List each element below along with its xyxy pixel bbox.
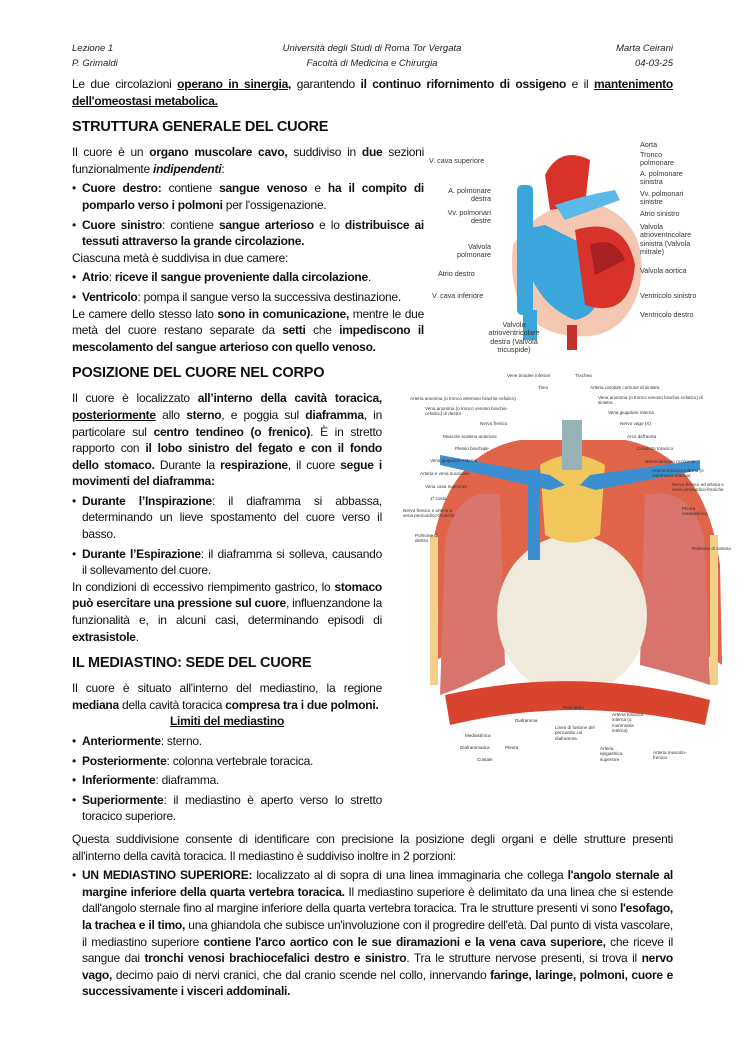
label-epigastrica: Arteria epigastrica superiore	[600, 746, 623, 762]
text-run: riceve il sangue proveniente dalla circolazione	[114, 270, 368, 285]
label-linea-fusione: Linea di fusione del pericardio col diaframma	[555, 725, 595, 741]
text-run: .	[135, 629, 139, 644]
label-polmone-destro: Polmone di destra	[415, 533, 438, 544]
label-nervo-vago: Nervo vago (X)	[620, 421, 651, 426]
text-run: e lo	[313, 217, 345, 232]
section-posizione	[72, 363, 382, 645]
text-run: stomaco può esercitare una pressione sul cuore	[72, 579, 382, 611]
text-run: sezioni funzionalmente	[72, 145, 425, 176]
heart-diagram	[425, 135, 744, 370]
section-mediastino-porzioni	[72, 831, 673, 1000]
label-v-cava-inferiore: V. cava inferiore	[432, 291, 484, 300]
text-run: : pompa il sangue verso la successiva destinazione.	[137, 289, 401, 304]
text-run: garantendo	[291, 77, 361, 91]
text-run: STRUTTURA GENERALE DEL CUORE	[72, 119, 329, 136]
label-plesso-brachiale: Plesso brachiale	[455, 446, 489, 451]
section-heading	[72, 363, 382, 383]
bullet-item	[72, 792, 382, 825]
text-run: decimo paio di nervi cranici, che dal cranio scende nel collo, innervando	[112, 967, 491, 982]
text-run: mediana	[72, 697, 119, 712]
faculty-name: Facoltà di Medicina e Chirurgia	[306, 58, 438, 69]
text-run: contiene	[161, 181, 220, 196]
label-vena-giugulare-interna: Vena giugulare interna	[608, 410, 654, 415]
professor-name: P. Grimaldi	[72, 58, 118, 69]
text-run: Durante l’Inspirazione	[82, 493, 212, 508]
label-mediastinica: Mediastinica	[465, 733, 491, 738]
text-run: : contiene	[162, 217, 219, 232]
text-run: distribuisce ai tessuti attraverso la grande circolazione.	[82, 217, 425, 249]
bullet-item	[72, 546, 382, 579]
bullet-item	[72, 867, 673, 1000]
paragraph	[72, 144, 424, 177]
text-run: l'angolo sternale al margine inferiore della quarta vertebra toracica.	[82, 868, 674, 899]
text-run: Ciascuna metà è suddivisa in due camere:	[72, 250, 289, 265]
label-vena-cava-superiore: Vena cava superiore	[425, 484, 467, 489]
text-run: Durante la	[154, 457, 221, 472]
text-run: una ghiandola che subisce un'involuzione con il progredire dell'età. Dal punto di vista vascolare, il mediastino superiore	[82, 917, 673, 949]
label-toracica-interna-bottom: Arteria toracica interna (o mammaria interna)	[612, 712, 643, 734]
text-run: Le due circolazioni	[72, 77, 178, 91]
text-run: della cavità toracica	[118, 697, 226, 712]
thorax-drawing	[400, 365, 744, 780]
label-nervo-frenico: Nervo frenico	[480, 421, 508, 426]
label-succlavie: Arteria e vena succlavie	[420, 471, 469, 476]
text-run: Il cuore è localizzato	[72, 391, 198, 406]
text-run: :	[221, 161, 225, 176]
bullet-item	[72, 217, 424, 250]
text-run: : colonna vertebrale toracica.	[166, 753, 314, 768]
text-run: Questa suddivisione consente di identificare con precisione la posizione degli organi e delle strutture presenti all'interno della cavità toracica. Il mediastino è suddiviso inoltre in 2 porzioni:	[72, 831, 673, 863]
text-run: faringe, laringe, polmoni, cuore e successivamente i visceri addominali.	[82, 967, 674, 999]
text-run: sono in comunicazione,	[217, 306, 350, 321]
text-run: e	[307, 181, 328, 196]
text-run: due	[361, 145, 383, 160]
label-frenico-sinistra: Nervo frenico e arteria e vena pericardico-freniche	[403, 508, 455, 519]
text-run: Il mediastino superiore è delimitato da una linea che si estende dall'angolo sternale fino al margine inferiore della quarta vertebra toracica. Tra le strutture presenti vi sono	[82, 884, 674, 916]
label-a-polmonare-destra: A. polmonare destra	[448, 186, 491, 204]
label-prima-costa: 1ª costa	[430, 496, 447, 501]
text-run: nervo vago,	[82, 951, 673, 982]
label-vv-polmonari-sinistre: Vv. polmonari sinistre	[640, 189, 684, 207]
text-run: il continuo rifornimento di ossigeno	[360, 77, 567, 91]
label-timo: Timo	[538, 385, 549, 390]
text-run: : il mediastino è aperto verso lo stretto toracico superiore.	[82, 792, 382, 824]
label-muscolo-frenica: Arteria muscolo-frenica	[653, 750, 687, 761]
text-run: operano in sinergia,	[177, 77, 292, 91]
text-run: Posteriormente	[82, 753, 167, 768]
thorax-mediastinum-illustration	[400, 365, 744, 780]
text-run: tronchi venosi brachiocefalici destro e sinistro	[144, 951, 407, 966]
paragraph	[72, 579, 382, 645]
text-run: organo muscolare cavo,	[149, 145, 288, 160]
text-run: Durante l’Espirazione	[82, 546, 201, 561]
label-arteria-anonima: Arteria anonima (o tronco arterioso brachio-cefalico)	[410, 396, 516, 401]
paragraph	[72, 390, 382, 490]
label-valvola-polmonare: Valvola polmonare	[457, 242, 491, 260]
label-aorta: Aorta	[640, 140, 658, 149]
label-carotide: Arteria carotide comune di sinistra	[590, 385, 660, 390]
bullet-item	[72, 269, 424, 286]
text-run: sangue arterioso	[218, 217, 314, 232]
paragraph	[72, 76, 673, 109]
text-run: IL MEDIASTINO: SEDE DEL CUORE	[72, 655, 312, 672]
text-run: ha il compito di pomparlo verso i polmoni	[82, 181, 424, 212]
text-run: segue i movimenti del diaframma:	[72, 457, 382, 489]
text-run: indipendenti	[152, 161, 222, 176]
label-valvola-mitrale: Valvola atrioventricolare sinistra (Valvola mitrale)	[640, 222, 692, 257]
text-run: il lobo sinistro del fegato e con il fondo dello stomaco.	[72, 441, 382, 472]
text-run: mentre le due metà del cuore restano separate da	[72, 306, 424, 338]
header-left	[72, 41, 118, 71]
text-run: .	[367, 270, 372, 285]
text-run: diaframma	[305, 407, 364, 422]
text-run: . È in stretto rapporto con	[72, 424, 382, 456]
label-tronco-polmonare: Tronco polmonare	[640, 150, 674, 168]
header-right	[616, 41, 673, 71]
label-trachea: Trachea	[575, 373, 592, 378]
label-v-cava-superiore: V. cava superiore	[429, 156, 485, 165]
text-run: Inferiormente	[82, 773, 156, 788]
subheading	[72, 713, 382, 730]
text-run: Atrio	[82, 270, 109, 285]
text-run: allo	[155, 407, 187, 422]
text-run: . Tra le strutture nervose presenti, si trova il	[406, 951, 642, 966]
text-run: Il cuore è un	[72, 145, 150, 160]
text-run: UN MEDIASTINO SUPERIORE:	[82, 868, 253, 883]
text-run: impediscono il mescolamento del sangue arterioso con quello venoso.	[72, 323, 424, 354]
paragraph	[72, 680, 382, 713]
label-vene-tiroidee: Vene tiroidee inferiori	[507, 373, 551, 378]
label-vv-polmonari-destre: Vv. polmonari destre	[447, 208, 491, 226]
text-run: posteriormente	[72, 407, 156, 422]
header-center	[222, 41, 522, 71]
text-run: centro tendineo (o frenico)	[153, 424, 311, 439]
text-run: per l'ossigenazione.	[222, 197, 327, 212]
text-run: mantenimento dell'omeostasi metabolica.	[72, 77, 673, 108]
text-run: Le camere dello stesso lato	[72, 306, 218, 321]
bullet-item	[72, 733, 382, 750]
text-run: Il cuore è situato all'interno del mediastino, la regione	[72, 681, 382, 696]
label-costale: Costale	[477, 757, 493, 762]
text-run: che	[305, 323, 340, 338]
label-vena-anonima-destra: Vena anonima (o tronco venoso brachio-cefalico) di destra	[425, 406, 508, 417]
text-run: sterno	[186, 407, 222, 422]
text-run: setti	[282, 323, 306, 338]
label-atrio-destro: Atrio destro	[438, 269, 475, 278]
text-run: POSIZIONE DEL CUORE NEL CORPO	[72, 365, 325, 382]
paragraph	[72, 250, 424, 267]
label-diaframmatica: Diaframmatica	[460, 745, 490, 750]
label-a-polmonare-sinistra: A. polmonare sinistra	[640, 169, 683, 187]
text-run: compresa tra i due polmoni.	[225, 697, 379, 712]
text-run: Anteriormente	[82, 734, 161, 748]
text-run: : il diaframma si solleva, causando il sollevamento del cuore.	[82, 546, 382, 578]
label-polmone-sinistro: Polmone di sinistra	[692, 546, 731, 551]
label-valvola-aortica: Valvola aortica	[640, 266, 687, 275]
lesson-label: Lezione 1	[72, 43, 114, 54]
text-run: : diaframma.	[155, 773, 220, 788]
text-run: In condizioni di eccessivo riempimento gastrico, lo	[72, 579, 335, 594]
text-run: Ventricolo	[82, 289, 138, 304]
bullet-item	[72, 753, 382, 770]
label-frenico-destra: Nervo frenico ed arteria e vena pericardico-freniche	[672, 482, 724, 493]
text-run: , in particolare sul	[72, 407, 382, 439]
bullet-item	[72, 772, 382, 789]
label-condotto-toracico: Condotto toracico	[637, 446, 674, 451]
text-run: extrasistole	[72, 629, 136, 644]
text-run: localizzato al di sopra di una linea immaginaria che collega	[252, 868, 568, 883]
bullet-item	[72, 493, 382, 543]
label-toracica-interna: Arteria toracica interna (o mammaria interna)	[652, 468, 704, 479]
label-pericardio: Pericardio	[563, 705, 584, 710]
text-run: respirazione	[220, 457, 288, 472]
intro-block	[72, 76, 673, 109]
text-run: : il diaframma si abbassa, determinando un lieve spostamento del cuore verso il basso.	[82, 493, 383, 542]
date: 04-03-25	[634, 58, 673, 69]
label-valvola-tricuspide: Valvola atrioventricolare destra (Valvola tricuspide)	[488, 320, 540, 355]
label-giugulare-esterna: Vena giugulare esterna	[430, 458, 478, 463]
text-run: Cuore sinistro	[82, 217, 163, 232]
text-run: , il cuore	[287, 457, 341, 472]
section-heading	[72, 117, 424, 137]
paragraph	[72, 831, 673, 864]
text-run: :	[108, 270, 115, 285]
label-ventricolo-sinistro: Ventricolo sinistro	[640, 291, 697, 300]
text-run: , e poggia sul	[221, 407, 306, 422]
text-run: : sterno.	[160, 734, 202, 748]
text-run: che riceve il sangue dai	[82, 934, 673, 966]
section-mediastino	[72, 653, 382, 825]
text-run: l'esofago, la trachea e il timo,	[82, 901, 673, 932]
label-arco-aorta: Arco dell'aorta	[627, 434, 657, 439]
bullet-item	[72, 289, 424, 306]
section-struttura	[72, 117, 424, 355]
label-ventricolo-destro: Ventricolo destro	[640, 310, 694, 319]
label-laringeo-ricorrente: Nervo laringeo ricorrente	[645, 459, 696, 464]
paragraph	[72, 306, 424, 356]
text-run: e il	[566, 77, 594, 91]
text-run: all’interno della cavità toracica,	[197, 391, 382, 406]
text-run: Limiti del mediastino	[169, 714, 285, 729]
bullet-item	[72, 180, 424, 213]
label-diaframma: Diaframma	[515, 718, 538, 723]
label-pleura-mediastinica: Pleura mediastinica	[682, 506, 708, 517]
label-vena-anonima-sinistra: Vena anonima (o tronco venoso brachio-cefalico) di sinistra	[598, 395, 703, 406]
label-pleura: Pleura	[505, 745, 519, 750]
text-run: suddiviso in	[287, 145, 362, 160]
label-atrio-sinistro: Atrio sinistro	[640, 209, 680, 218]
author-name: Marta Ceirani	[615, 43, 673, 54]
text-run: sangue venoso	[219, 181, 308, 196]
text-run: , influenzandone la funzionalità e, in alcuni casi, determinando episodi di	[72, 596, 382, 628]
university-name: Università degli Studi di Roma Tor Vergata	[282, 43, 462, 54]
text-run: Superiormente	[82, 792, 164, 807]
label-scaleno: Muscolo scaleno anteriore	[443, 434, 497, 439]
text-run: Cuore destro:	[82, 181, 162, 196]
text-run: contiene l'arco aortico con le sue diramazioni e la vena cava superiore,	[203, 934, 606, 949]
section-heading	[72, 653, 382, 673]
